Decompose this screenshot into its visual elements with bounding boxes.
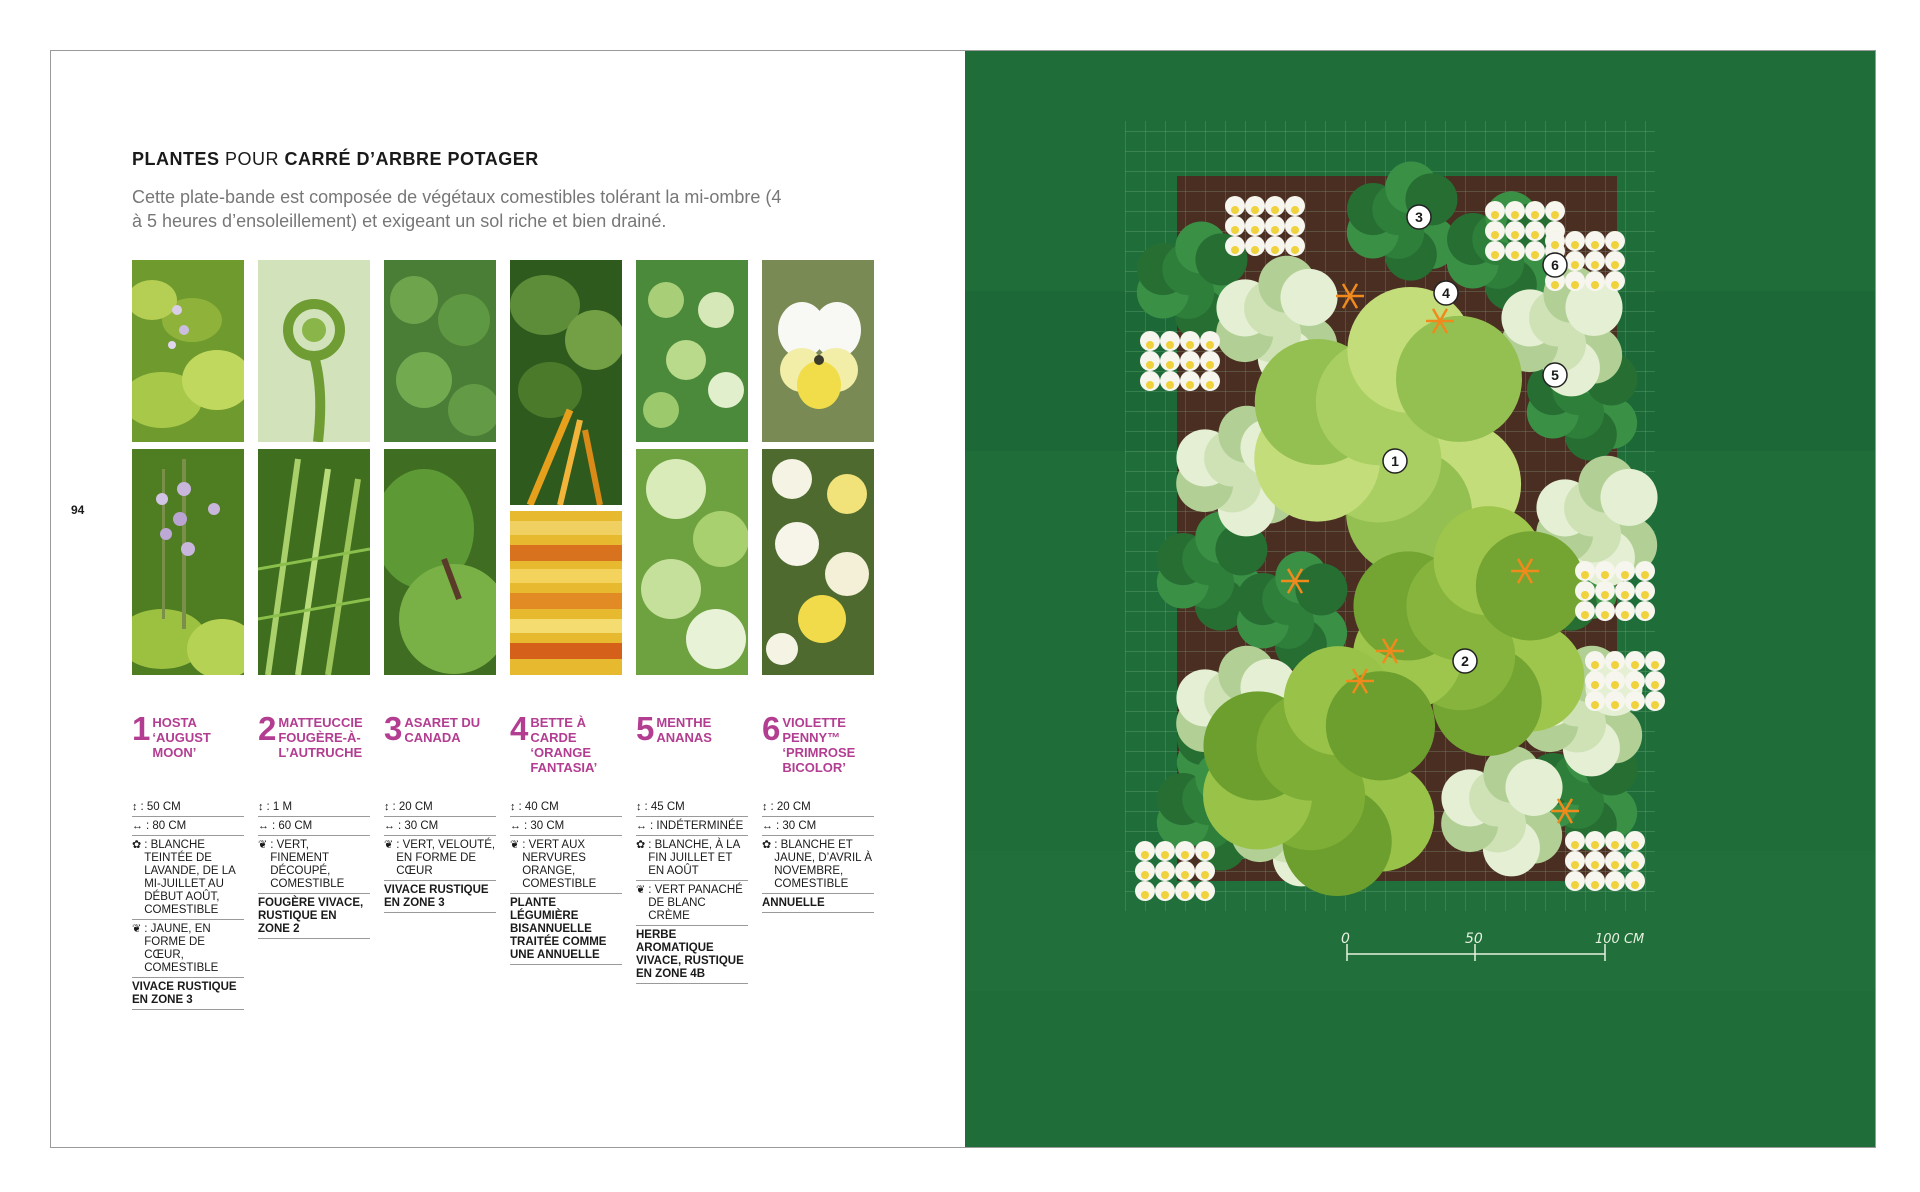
photo-mint-top	[636, 260, 748, 442]
height-icon: ↕	[258, 801, 264, 813]
plant-info-4	[510, 710, 622, 965]
spec-text: : 80 CM	[146, 820, 187, 832]
plant-number: 1	[132, 710, 151, 747]
marker-label: 6	[1551, 257, 1559, 273]
plant-name: ASARET DU CANADA	[404, 715, 481, 745]
spec-row	[258, 836, 370, 894]
spec-row	[636, 881, 748, 926]
leaf-icon: ❦	[510, 839, 520, 851]
scale-label-100: 100 CM	[1595, 932, 1645, 947]
spec-row	[636, 817, 748, 836]
spec-text: : 30 CM	[524, 820, 565, 832]
spec-text: : INDÉTERMINÉE	[650, 820, 744, 832]
spec-text: : 60 CM	[272, 820, 313, 832]
spec-row	[510, 798, 622, 817]
spec-row	[384, 881, 496, 913]
spec-text: : BLANCHE, À LA FIN JUILLET ET EN AOÛT	[648, 839, 740, 877]
spread-icon: ↔	[510, 820, 521, 832]
plant-number: 5	[636, 710, 655, 747]
plant-name: BETTE À CARDE ‘ORANGE FANTASIA’	[530, 715, 598, 775]
marker-label: 2	[1461, 653, 1469, 669]
photo-asaret-bottom	[384, 449, 496, 675]
plant-heading	[762, 710, 874, 786]
spec-row	[636, 836, 748, 881]
plant-specs	[636, 798, 748, 984]
spec-row	[762, 817, 874, 836]
scale-label-50: 50	[1465, 931, 1483, 947]
plant-specs	[132, 798, 244, 1010]
spec-row	[132, 817, 244, 836]
spec-text: ANNUELLE	[762, 897, 825, 909]
spec-row	[132, 798, 244, 817]
plant-specs	[258, 798, 370, 939]
plant-name: VIOLETTE PENNY™ ‘PRIMROSE BICOLOR’	[782, 715, 856, 775]
scale-label-0: 0	[1341, 931, 1350, 947]
spec-row	[636, 798, 748, 817]
marker-label: 3	[1415, 209, 1423, 225]
photo-asaret-top	[384, 260, 496, 442]
spec-text: : VERT, FINEMENT DÉCOUPÉ, COMESTIBLE	[270, 839, 345, 890]
plant-number: 4	[510, 710, 529, 747]
plant-specs	[384, 798, 496, 913]
garden-plan-page	[965, 51, 1875, 1147]
plant-heading	[384, 710, 496, 786]
page-number: 94	[71, 503, 85, 517]
title-part-2: POUR	[219, 149, 285, 169]
plan-marker-5	[1543, 363, 1567, 387]
photo-fern-bottom	[258, 449, 370, 675]
spec-row	[132, 920, 244, 978]
book-spread	[50, 50, 1876, 1148]
spec-text: : VERT, VELOUTÉ, EN FORME DE CŒUR	[396, 839, 496, 877]
title-part-1: PLANTES	[132, 149, 220, 169]
spread-icon: ↔	[132, 820, 143, 832]
height-icon: ↕	[384, 801, 390, 813]
spec-text: : 20 CM	[770, 801, 811, 813]
spread-icon: ↔	[258, 820, 269, 832]
spec-text: : 20 CM	[392, 801, 433, 813]
marker-label: 4	[1442, 285, 1450, 301]
spec-text: VIVACE RUSTIQUE EN ZONE 3	[132, 981, 237, 1006]
photo-viola-top	[762, 260, 874, 442]
spec-text: : VERT AUX NERVURES ORANGE, COMESTIBLE	[522, 839, 597, 890]
plant-heading	[132, 710, 244, 786]
spec-row	[762, 836, 874, 894]
spec-text: : 40 CM	[518, 801, 559, 813]
photo-mint-bottom	[636, 449, 748, 675]
spec-text: : VERT PANACHÉ DE BLANC CRÈME	[648, 884, 743, 922]
spec-text: FOUGÈRE VIVACE, RUSTIQUE EN ZONE 2	[258, 897, 364, 935]
plant-name: MENTHE ANANAS	[656, 715, 712, 745]
leaf-icon: ❦	[384, 839, 394, 851]
leaf-icon: ❦	[258, 839, 268, 851]
spec-row	[636, 926, 748, 984]
spec-text: HERBE AROMATIQUE VIVACE, RUSTIQUE EN ZONE 4B	[636, 929, 744, 980]
title-part-3: CARRÉ D’ARBRE POTAGER	[284, 149, 539, 169]
left-page	[51, 51, 965, 1147]
intro-text: Cette plate-bande est composée de végétaux comestibles tolérant la mi-ombre (4 à 5 heures d’ensoleillement) et exigeant un sol riche et bien drainé.	[132, 187, 782, 231]
plant-number: 6	[762, 710, 781, 747]
page-title	[132, 149, 539, 170]
plant-specs	[510, 798, 622, 965]
height-icon: ↕	[762, 801, 768, 813]
leaf-icon: ❦	[636, 884, 646, 896]
spec-text: : JAUNE, EN FORME DE CŒUR, COMESTIBLE	[144, 923, 219, 974]
spec-row	[258, 817, 370, 836]
spec-row	[132, 836, 244, 920]
leaf-icon: ❦	[132, 923, 142, 935]
spread-icon: ↔	[384, 820, 395, 832]
plant-specs	[762, 798, 874, 913]
spec-row	[258, 894, 370, 939]
spec-row	[510, 894, 622, 965]
spec-row	[384, 798, 496, 817]
photo-viola-bottom	[762, 449, 874, 675]
photo-hosta-top	[132, 260, 244, 442]
spec-row	[258, 798, 370, 817]
plan-marker-1	[1383, 449, 1407, 473]
photo-chard-bottom	[510, 511, 622, 675]
plant-heading	[636, 710, 748, 786]
spec-text: : 30 CM	[776, 820, 817, 832]
plant-heading	[258, 710, 370, 786]
plant-info-5	[636, 710, 748, 984]
spec-row	[762, 894, 874, 913]
plan-marker-4	[1434, 281, 1458, 305]
spec-text: : BLANCHE ET JAUNE, D’AVRIL À NOVEMBRE, COMESTIBLE	[774, 839, 872, 890]
plant-number: 3	[384, 710, 403, 747]
photo-hosta-bottom	[132, 449, 244, 675]
plant-info-1	[132, 710, 244, 1010]
garden-plan-illustration	[965, 51, 1875, 1147]
plant-name: MATTEUCCIE FOUGÈRE-À-L’AUTRUCHE	[278, 715, 363, 760]
photo-fern-top	[258, 260, 370, 442]
marker-label: 1	[1391, 453, 1399, 469]
plant-info-3	[384, 710, 496, 913]
plan-marker-3	[1407, 205, 1431, 229]
plant-info-2	[258, 710, 370, 939]
spec-row	[384, 817, 496, 836]
flower-icon: ✿	[636, 839, 646, 851]
spec-text: : 50 CM	[140, 801, 181, 813]
plant-heading	[510, 710, 622, 786]
spec-row	[510, 836, 622, 894]
plan-marker-6	[1543, 253, 1567, 277]
flower-icon: ✿	[762, 839, 772, 851]
plan-marker-2	[1453, 649, 1477, 673]
spec-row	[132, 978, 244, 1010]
flower-icon: ✿	[132, 839, 142, 851]
spec-text: : 30 CM	[398, 820, 439, 832]
spec-row	[384, 836, 496, 881]
plant-number: 2	[258, 710, 277, 747]
spec-text: : 45 CM	[644, 801, 685, 813]
spread-icon: ↔	[762, 820, 773, 832]
spec-row	[510, 817, 622, 836]
spread-icon: ↔	[636, 820, 647, 832]
photo-chard-top	[510, 260, 622, 505]
height-icon: ↕	[636, 801, 642, 813]
plant-name: HOSTA ‘AUGUST MOON’	[152, 715, 211, 760]
spec-text: : BLANCHE TEINTÉE DE LAVANDE, DE LA MI-JUILLET AU DÉBUT AOÛT, COMESTIBLE	[144, 839, 236, 916]
plant-info-6	[762, 710, 874, 913]
height-icon: ↕	[510, 801, 516, 813]
spec-text: PLANTE LÉGUMIÈRE BISANNUELLE TRAITÉE COMME UNE ANNUELLE	[510, 897, 607, 961]
height-icon: ↕	[132, 801, 138, 813]
marker-label: 5	[1551, 367, 1559, 383]
spec-text: : 1 M	[266, 801, 293, 813]
spec-row	[762, 798, 874, 817]
spec-text: VIVACE RUSTIQUE EN ZONE 3	[384, 884, 489, 909]
